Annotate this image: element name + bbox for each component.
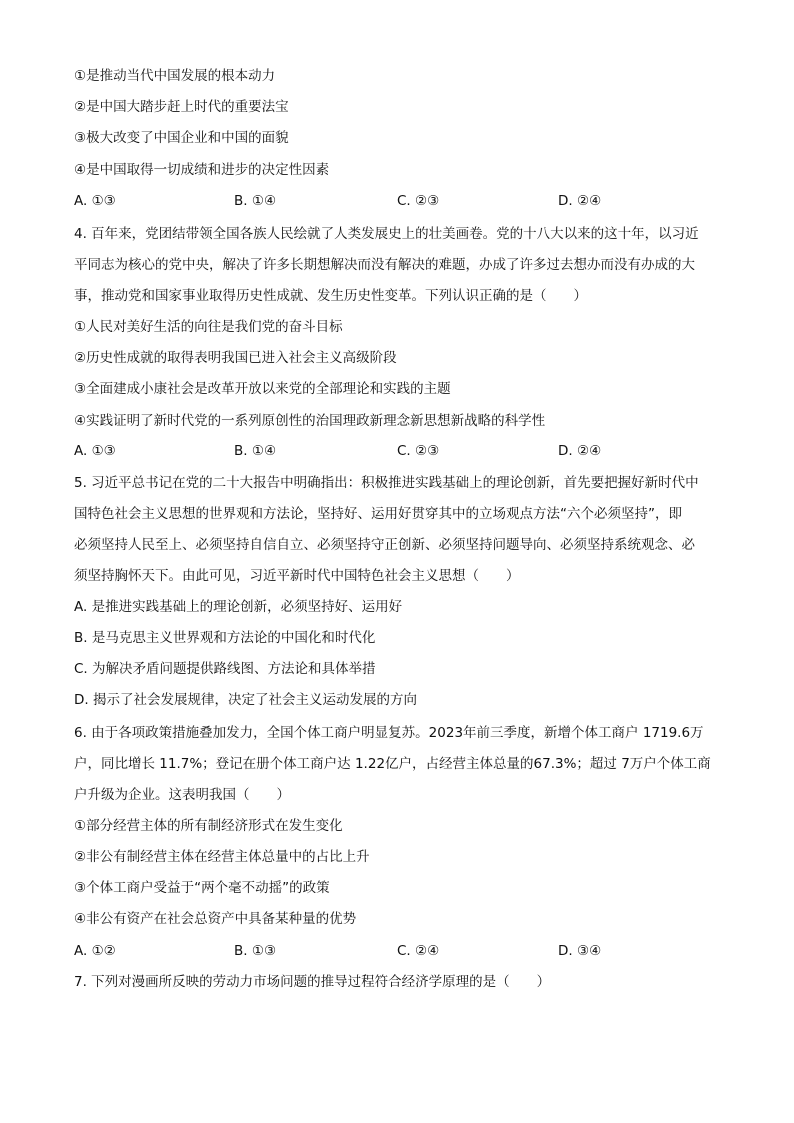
- q6-item-2: ②非公有制经营主体在经营主体总量中的占比上升: [74, 849, 370, 865]
- q6-option-a: A. ①②: [74, 943, 116, 959]
- q4-option-b: B. ①④: [234, 443, 277, 459]
- q4-option-c: C. ②③: [397, 443, 440, 459]
- q3-option-d: D. ②④: [558, 193, 602, 209]
- q3-item-4: ④是中国取得一切成绩和进步的决定性因素: [74, 162, 330, 178]
- q3-item-3: ③极大改变了中国企业和中国的面貌: [74, 130, 289, 146]
- q4-stem-line-2: 平同志为核心的党中央，解决了许多长期想解决而没有解决的难题，办成了许多过去想办而没有办成的大: [74, 257, 695, 273]
- q4-item-4: ④实践证明了新时代党的一系列原创性的治国理政新理念新思想新战略的科学性: [74, 413, 546, 429]
- q5-stem-line-1: 5. 习近平总书记在党的二十大报告中明确指出：积极推进实践基础上的理论创新，首先要把握好新时代中: [74, 475, 699, 491]
- q6-option-d: D. ③④: [558, 943, 602, 959]
- q6-option-b: B. ①③: [234, 943, 277, 959]
- q6-item-1: ①部分经营主体的所有制经济形式在发生变化: [74, 818, 343, 834]
- q4-item-3: ③全面建成小康社会是改革开放以来党的全部理论和实践的主题: [74, 381, 451, 397]
- q4-item-1: ①人民对美好生活的向往是我们党的奋斗目标: [74, 319, 343, 335]
- q7-stem-line-1: 7. 下列对漫画所反映的劳动力市场问题的推导过程符合经济学原理的是（ ）: [74, 974, 551, 990]
- q4-item-2: ②历史性成就的取得表明我国已进入社会主义高级阶段: [74, 350, 397, 366]
- q3-option-c: C. ②③: [397, 193, 440, 209]
- q5-option-c: C. 为解决矛盾问题提供路线图、方法论和具体举措: [74, 661, 376, 677]
- q3-item-1: ①是推动当代中国发展的根本动力: [74, 68, 276, 84]
- q6-option-c: C. ②④: [397, 943, 440, 959]
- q6-item-3: ③个体工商户受益于“两个毫不动摇”的政策: [74, 880, 330, 896]
- q5-option-d: D. 揭示了社会发展规律，决定了社会主义运动发展的方向: [74, 692, 417, 708]
- q5-option-b: B. 是马克思主义世界观和方法论的中国化和时代化: [74, 630, 376, 646]
- q5-stem-line-3: 必须坚持人民至上、必须坚持自信自立、必须坚持守正创新、必须坚持问题导向、必须坚持系统观念、必: [74, 537, 695, 553]
- q4-stem-line-1: 4. 百年来，党团结带领全国各族人民绘就了人类发展史上的壮美画卷。党的十八大以来的这十年，以习近: [74, 226, 699, 242]
- q3-option-b: B. ①④: [234, 193, 277, 209]
- q5-stem-line-2: 国特色社会主义思想的世界观和方法论，坚持好、运用好贯穿其中的立场观点方法“六个必须坚持”，即: [74, 506, 682, 522]
- q4-option-d: D. ②④: [558, 443, 602, 459]
- q5-stem-line-4: 须坚持胸怀天下。由此可见，习近平新时代中国特色社会主义思想（ ）: [74, 568, 520, 584]
- q5-option-a: A. 是推进实践基础上的理论创新，必须坚持好、运用好: [74, 599, 403, 615]
- q6-stem-line-3: 户升级为企业。这表明我国（ ）: [74, 787, 290, 803]
- q3-item-2: ②是中国大踏步赶上时代的重要法宝: [74, 99, 289, 115]
- q6-item-4: ④非公有资产在社会总资产中具备某种量的优势: [74, 911, 357, 927]
- q4-option-a: A. ①③: [74, 443, 116, 459]
- q6-stem-line-1: 6. 由于各项政策措施叠加发力，全国个体工商户明显复苏。2023年前三季度，新增个体工商户 1719.6万: [74, 725, 704, 741]
- q3-option-a: A. ①③: [74, 193, 116, 209]
- q6-stem-line-2: 户，同比增长 11.7%；登记在册个体工商户达 1.22亿户，占经营主体总量的67.3%；超过 7万户个体工商: [74, 756, 711, 772]
- q4-stem-line-3: 事，推动党和国家事业取得历史性成就、发生历史性变革。下列认识正确的是（ ）: [74, 288, 587, 304]
